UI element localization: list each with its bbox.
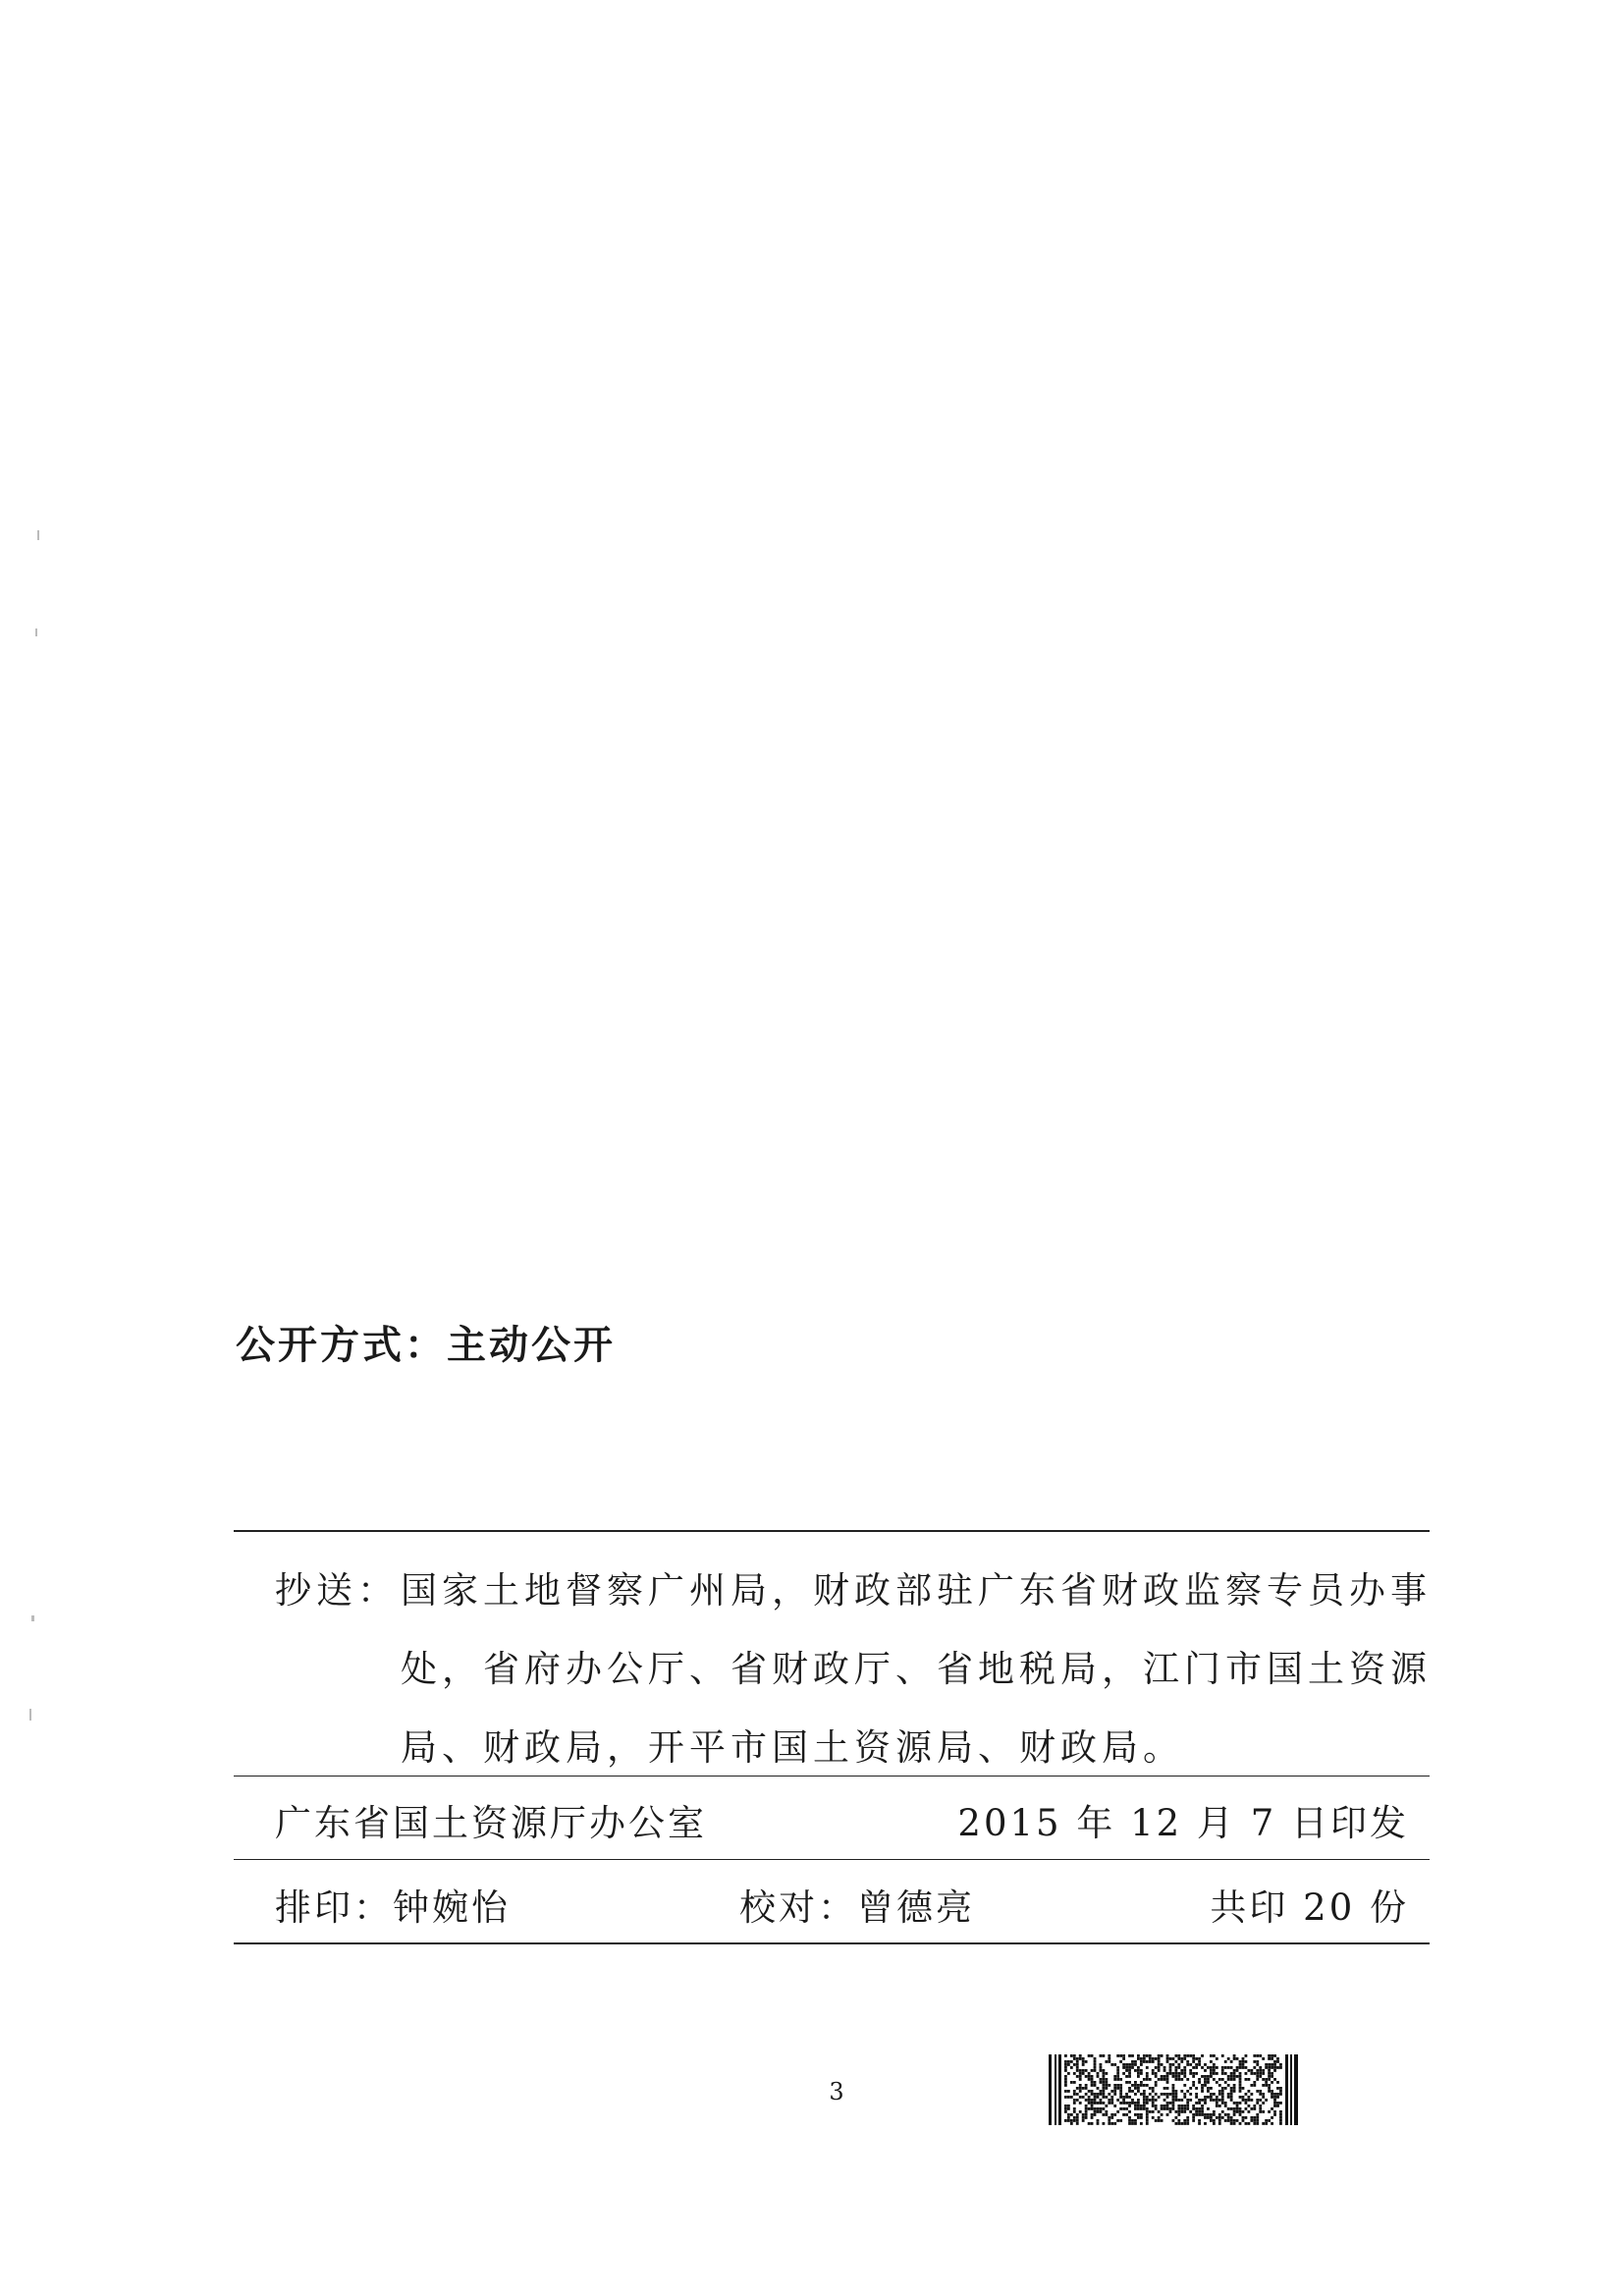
copies-count: 共印 20 份 — [1210, 1886, 1409, 1929]
issuer-row — [275, 1793, 1409, 1846]
cc-block — [275, 1552, 1432, 1787]
middle-rule — [234, 1776, 1430, 1777]
proofreader: 校对：曾德亮 — [739, 1886, 975, 1929]
issuing-office: 广东省国土资源厅办公室 — [275, 1802, 707, 1844]
top-rule — [234, 1530, 1430, 1532]
disclosure-method — [236, 1314, 616, 1370]
cc-line: 处，省府办公厅、省财政厅、省地税局，江门市国土资源 — [401, 1648, 1432, 1690]
barcode-icon — [1049, 2054, 1298, 2125]
cc-line: 局、财政局，开平市国土资源局、财政局。 — [401, 1726, 1184, 1769]
scan-mark — [31, 1615, 34, 1621]
cc-label: 抄送： — [275, 1569, 399, 1612]
cc-first-row — [275, 1552, 1432, 1630]
page-number: 3 — [829, 2078, 844, 2105]
cc-line: 国家土地督察广州局，财政部驻广东省财政监察专员办事 — [401, 1569, 1432, 1612]
bottom-rule — [234, 1942, 1430, 1944]
disclosure-label: 公开方式： — [236, 1323, 447, 1368]
typist: 排印：钟婉怡 — [275, 1886, 511, 1929]
scan-mark — [35, 629, 37, 636]
printing-row — [275, 1878, 1409, 1927]
scan-mark — [29, 1709, 31, 1721]
issue-date: 2015 年 12 月 7 日印发 — [957, 1802, 1409, 1844]
scan-mark — [37, 530, 39, 540]
lower-rule — [234, 1859, 1430, 1860]
disclosure-value: 主动公开 — [447, 1323, 616, 1368]
